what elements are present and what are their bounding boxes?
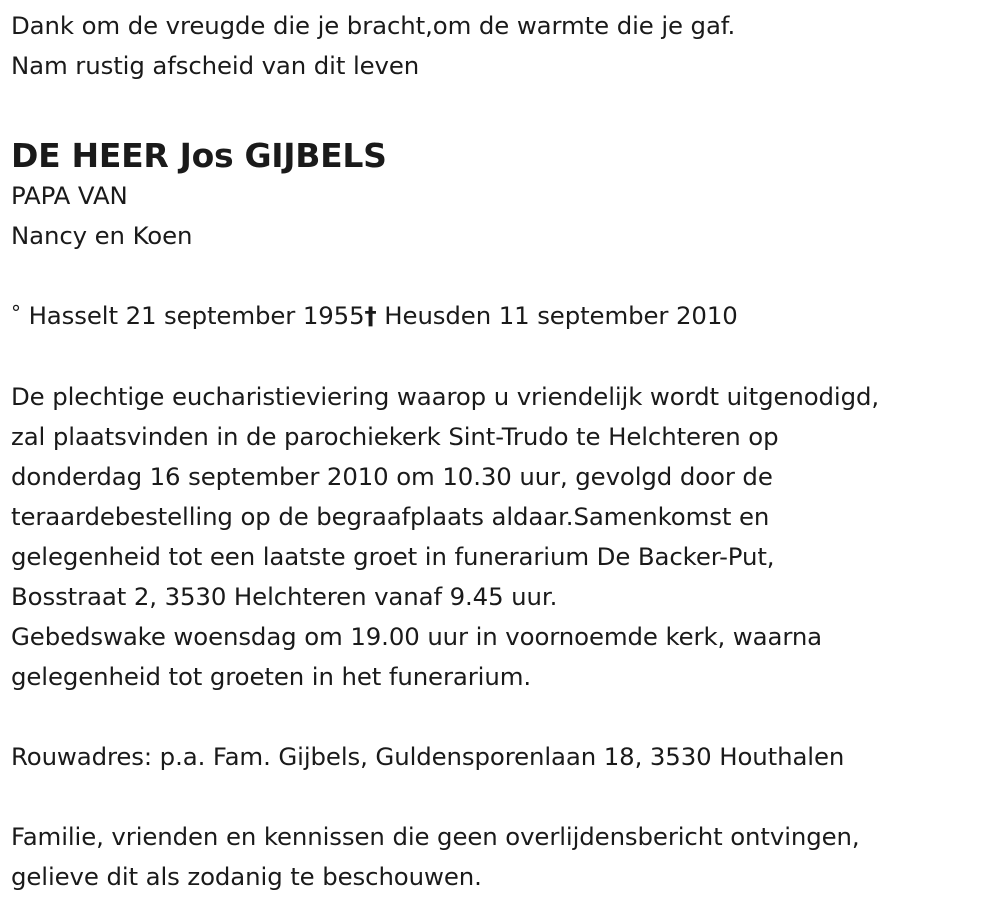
death-date: Heusden 11 september 2010 bbox=[384, 301, 738, 330]
closing-line-2: gelieve dit als zodanig te beschouwen. bbox=[11, 862, 482, 891]
closing-line-1: Familie, vrienden en kennissen die geen overlijdensbericht ontvingen, bbox=[11, 822, 860, 851]
birth-date: Hasselt 21 september 1955 bbox=[28, 301, 365, 330]
children-names: Nancy en Koen bbox=[11, 221, 193, 250]
death-cross-icon: † bbox=[364, 301, 377, 330]
ceremony-details bbox=[11, 377, 991, 697]
verse bbox=[11, 6, 991, 86]
obituary-notice bbox=[11, 6, 991, 897]
relation-label: PAPA VAN bbox=[11, 181, 128, 210]
ceremony-line-7: Gebedswake woensdag om 19.00 uur in voornoemde kerk, waarna bbox=[11, 622, 823, 651]
ceremony-line-2: zal plaatsvinden in de parochiekerk Sint-Trudo te Helchteren op bbox=[11, 422, 779, 451]
ceremony-line-4: teraardebestelling op de begraafplaats aldaar.Samenkomst en bbox=[11, 502, 770, 531]
closing-note bbox=[11, 817, 991, 897]
verse-line-1: Dank om de vreugde die je bracht,om de warmte die je gaf. bbox=[11, 11, 736, 40]
ceremony-line-8: gelegenheid tot groeten in het funerarium. bbox=[11, 662, 532, 691]
ceremony-line-3: donderdag 16 september 2010 om 10.30 uur, gevolgd door de bbox=[11, 462, 773, 491]
deceased-name: DE HEER Jos GIJBELS bbox=[11, 136, 387, 175]
mourning-address: Rouwadres: p.a. Fam. Gijbels, Guldensporenlaan 18, 3530 Houthalen bbox=[11, 742, 845, 771]
verse-line-2: Nam rustig afscheid van dit leven bbox=[11, 51, 420, 80]
life-dates bbox=[11, 296, 991, 337]
birth-symbol: ° bbox=[11, 301, 21, 325]
ceremony-line-5: gelegenheid tot een laatste groet in funerarium De Backer-Put, bbox=[11, 542, 775, 571]
ceremony-line-6: Bosstraat 2, 3530 Helchteren vanaf 9.45 uur. bbox=[11, 582, 558, 611]
ceremony-line-1: De plechtige eucharistieviering waarop u vriendelijk wordt uitgenodigd, bbox=[11, 382, 880, 411]
